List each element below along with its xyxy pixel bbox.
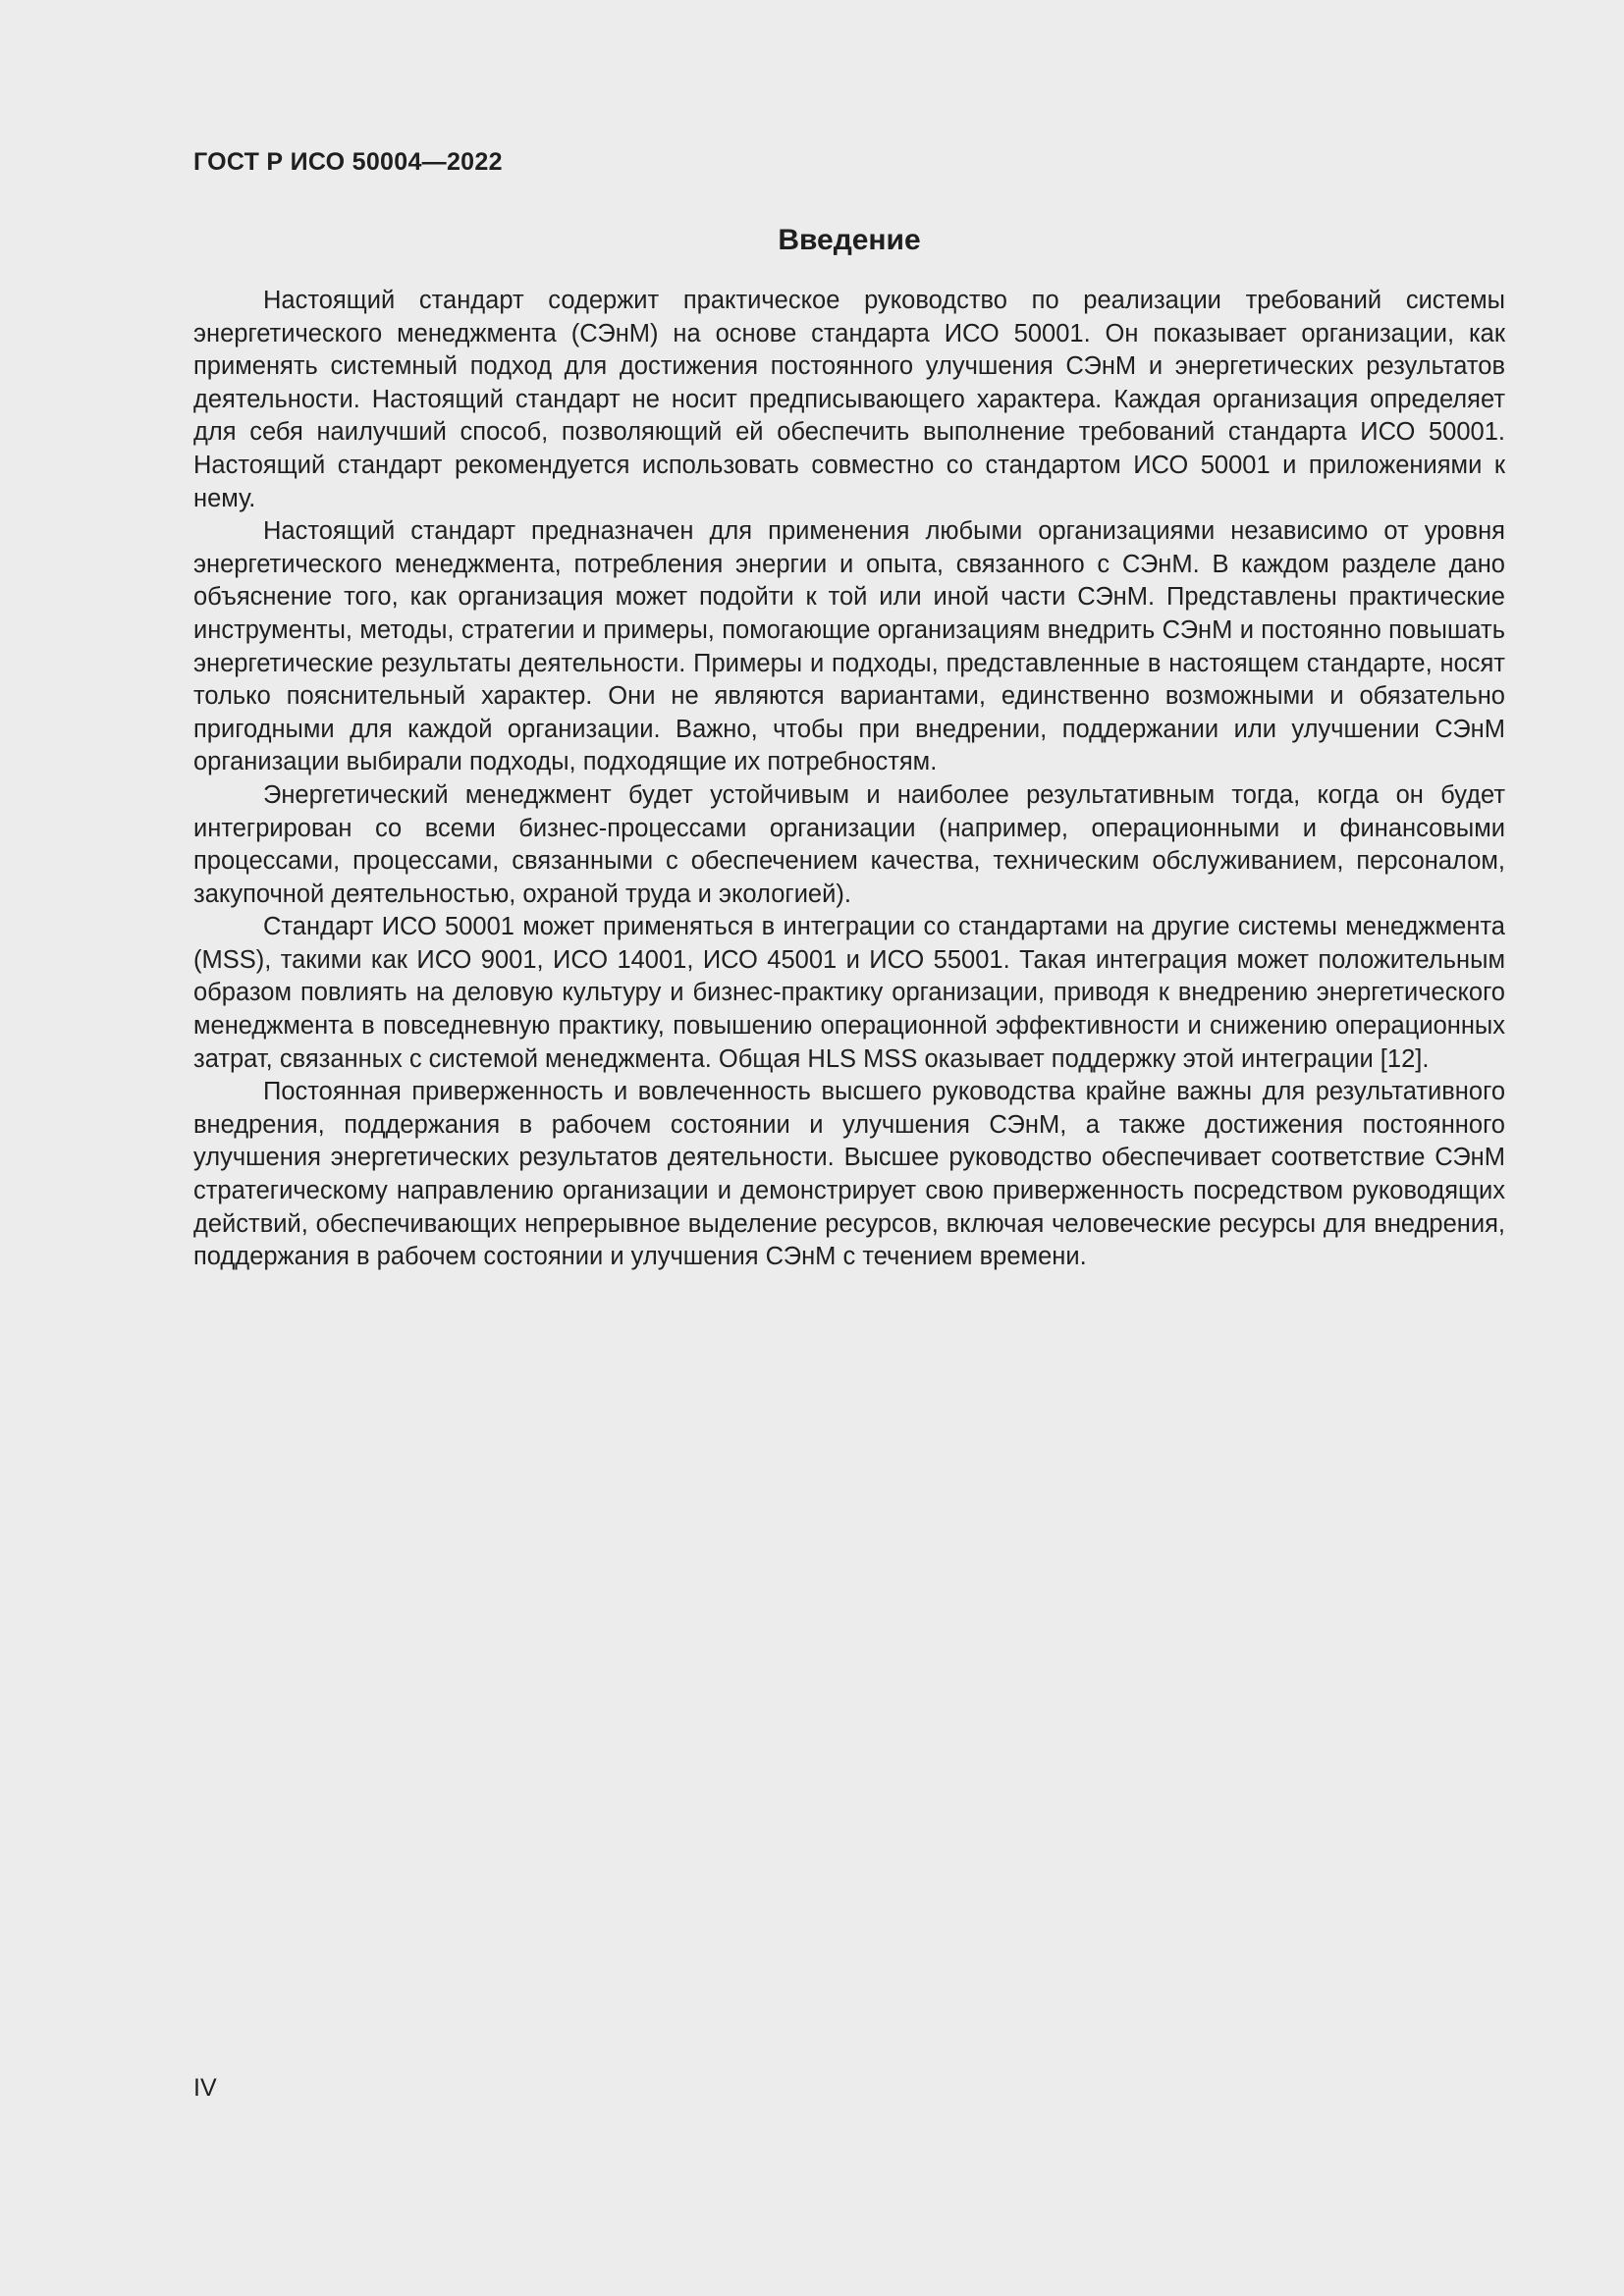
document-code: ГОСТ Р ИСО 50004—2022 xyxy=(193,148,503,176)
page-number: IV xyxy=(193,2074,217,2102)
paragraph-5: Постоянная приверженность и вовлеченность высшего руководства крайне важны для результативного внедрения, поддержания в рабочем состоянии и улучшения СЭнМ, а также достижения постоянного улучшения энергетических результатов деятельности. Высшее руководство обеспечивает соответствие СЭнМ стратегическому направлению организации и демонстрирует свою приверженность посредством руководящих действий, обеспечивающих непрерывное выделение ресурсов, включая человеческие ресурсы для внедрения, поддержания в рабочем состоянии и улучшения СЭнМ с течением времени. xyxy=(193,1078,1505,1271)
section-title: Введение xyxy=(778,224,921,256)
section-body xyxy=(193,285,1505,1274)
paragraph-1: Настоящий стандарт содержит практическое руководство по реализации требований системы энергетического менеджмента (СЭнМ) на основе стандарта ИСО 50001. Он показывает организации, как применять системный подход для достижения постоянного улучшения СЭнМ и энергетических результатов деятельности. Настоящий стандарт не носит предписывающего характера. Каждая организация определяет для себя наилучший способ, позволяющий ей обеспечить выполнение требований стандарта ИСО 50001. Настоящий стандарт рекомендуется использовать совместно со стандартом ИСО 50001 и приложениями к нему. xyxy=(193,287,1505,512)
paragraph-4: Стандарт ИСО 50001 может применяться в интеграции со стандартами на другие системы менеджмента (MSS), такими как ИСО 9001, ИСО 14001, ИСО 45001 и ИСО 55001. Такая интеграция может положительным образом повлиять на деловую культуру и бизнес-практику организации, приводя к внедрению энергетического менеджмента в повседневную практику, повышению операционной эффективности и снижению операционных затрат, связанных с системой менеджмента. Общая HLS MSS оказывает поддержку этой интеграции [12]. xyxy=(193,913,1505,1073)
paragraph-2: Настоящий стандарт предназначен для применения любыми организациями независимо от уровня энергетического менеджмента, потребления энергии и опыта, связанного с СЭнМ. В каждом разделе дано объяснение того, как организация может подойти к той или иной части СЭнМ. Представлены практические инструменты, методы, стратегии и примеры, помогающие организациям внедрить СЭнМ и постоянно повышать энергетические результаты деятельности. Примеры и подходы, представленные в настоящем стандарте, носят только пояснительный характер. Они не являются вариантами, единственно возможными и обязательно пригодными для каждой организации. Важно, чтобы при внедрении, поддержании или улучшении СЭнМ организации выбирали подходы, подходящие их потребностям. xyxy=(193,517,1505,776)
paragraph-3: Энергетический менеджмент будет устойчивым и наиболее результативным тогда, когда он будет интегрирован со всеми бизнес-процессами организации (например, операционными и финансовыми процессами, процессами, связанными с обеспечением качества, техническим обслуживанием, персоналом, закупочной деятельностью, охраной труда и экологией). xyxy=(193,780,1505,908)
